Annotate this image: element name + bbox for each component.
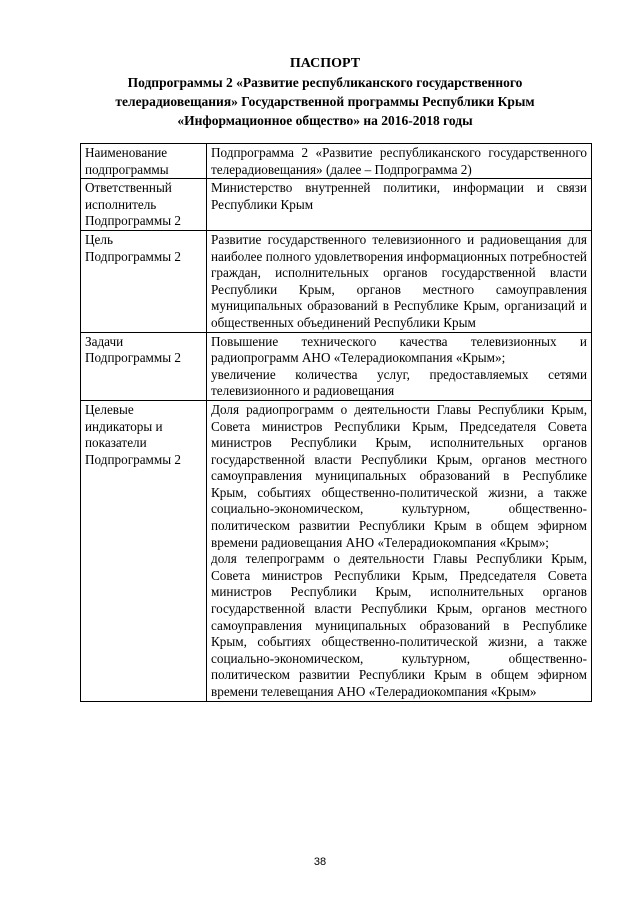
table-row	[81, 144, 592, 179]
table-row	[81, 332, 592, 400]
row-label: Ответственный исполнитель Подпрограммы 2	[85, 180, 181, 229]
row-value-paragraph: Развитие государственного телевизионного и радиовещания для наиболее полного удовлетворения информационных потребностей граждан, исполнительных органов государственной власти Республики Крым, органов местного самоуправления муниципальных образований в Республике Крым, организаций и общественных объединений Республики Крым	[211, 231, 587, 330]
row-value-cell	[207, 332, 592, 400]
row-label: Задачи Подпрограммы 2	[85, 333, 181, 366]
row-label: Цель Подпрограммы 2	[85, 231, 181, 264]
row-label-cell	[81, 144, 207, 179]
table-row	[81, 230, 592, 332]
row-value-paragraph: Повышение технического качества телевизионных и радиопрограмм АНО «Телерадиокомпания «Крым»;	[211, 333, 587, 366]
row-value-cell	[207, 230, 592, 332]
row-value-cell	[207, 400, 592, 701]
document-subtitle-line: телерадиовещания» Государственной программы Республики Крым	[115, 94, 535, 109]
row-label: Целевые индикаторы и показатели Подпрограммы 2	[85, 401, 181, 467]
passport-table	[80, 143, 592, 702]
row-value-paragraph: Подпрограмма 2 «Развитие республиканского государственного телерадиовещания» (далее – Подпрограмма 2)	[211, 145, 587, 177]
table-row	[81, 400, 592, 701]
row-label-cell	[81, 179, 207, 231]
row-label-cell	[81, 400, 207, 701]
row-value-paragraph: Доля радиопрограмм о деятельности Главы Республики Крым, Совета министров Республики Крым, Председателя Совета министров Республики Крым, исполнительных органов государственной власти Республики Крым, органов местного самоуправления муниципальных образований в Республике Крым, событиях общественно-политической жизни, а также социально-экономическом, культурном, общественно-политическом развитии Республики Крым в общем эфирном времени радиовещания АНО «Телерадиокомпания «Крым»;	[211, 401, 587, 550]
row-value-paragraph: увеличение количества услуг, предоставляемых сетями телевизионного и радиовещания	[211, 366, 587, 399]
row-label: Наименование подпрограммы	[85, 145, 169, 177]
table-row	[81, 179, 592, 231]
row-value-cell	[207, 144, 592, 179]
row-value-cell	[207, 179, 592, 231]
row-label-cell	[81, 230, 207, 332]
row-value-paragraph: доля телепрограмм о деятельности Главы Республики Крым, Совета министров Республики Крым, Председателя Совета министров Республики Крым, исполнительных органов государственной власти Республики Крым, органов местного самоуправления муниципальных образований в Республике Крым, событиях общественно-политической жизни, а также социально-экономическом, культурном, общественно-политическом развитии Республики Крым в общем эфирном времени телевещания АНО «Телерадиокомпания «Крым»	[211, 551, 587, 699]
document-subtitle-line: Подпрограммы 2 «Развитие республиканского государственного	[127, 75, 523, 90]
page-number: 38	[313, 856, 327, 868]
title-block	[60, 54, 590, 130]
document-subtitle-line: «Информационное общество» на 2016-2018 годы	[177, 113, 473, 128]
row-label-cell	[81, 332, 207, 400]
row-value-paragraph: Министерство внутренней политики, информации и связи Республики Крым	[211, 180, 587, 212]
document-title: ПАСПОРТ	[289, 56, 361, 71]
